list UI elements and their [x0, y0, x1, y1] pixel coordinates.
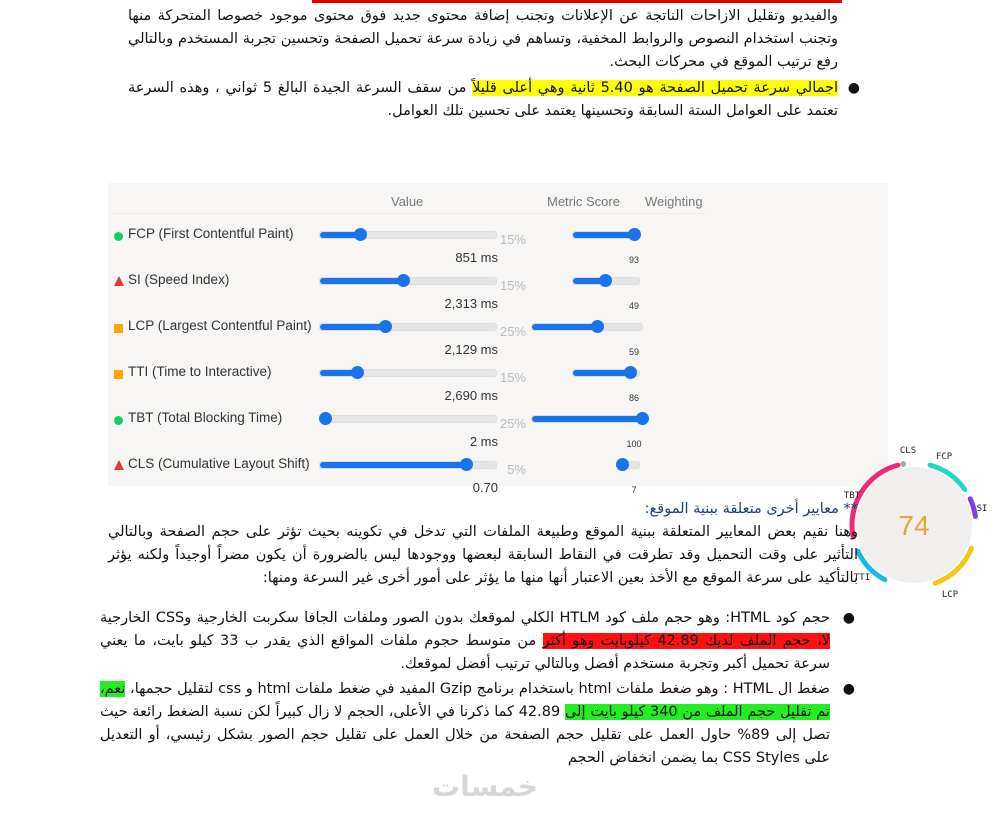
metric-value: 2,313 ms [444, 296, 498, 311]
highlighted-text: نعم، تم تقليل حجم الملف من 340 كيلو بايت إلى [100, 681, 830, 720]
watermark-logo: خمسات [432, 770, 539, 803]
metric-row [108, 272, 708, 318]
section-heading: ** معايير أخرى متعلقة ببنية الموقع: [644, 501, 858, 517]
score-slider-thumb[interactable] [624, 366, 637, 379]
metric-value: 0.70 [472, 480, 498, 495]
status-square-icon [114, 370, 123, 379]
score-slider[interactable] [572, 277, 640, 285]
gauge-dot-cls [900, 461, 906, 467]
metric-value: 851 ms [455, 250, 498, 265]
metric-score: 7 [631, 485, 637, 495]
status-triangle-icon [114, 276, 124, 286]
value-slider-thumb[interactable] [351, 366, 364, 379]
value-slider-thumb[interactable] [460, 458, 473, 471]
bullet-page-speed [128, 77, 860, 123]
metric-score: 49 [628, 301, 639, 311]
bullet-icon: ● [847, 80, 860, 96]
value-slider-thumb[interactable] [379, 320, 392, 333]
value-slider[interactable] [319, 461, 497, 469]
bullet-icon: ● [842, 681, 855, 697]
metric-weighting: 15% [499, 278, 526, 293]
header-divider [110, 213, 706, 214]
metric-score: 100 [626, 439, 642, 449]
highlighted-text: اجمالي سرعة تحميل الصفحة هو 5.40 ثانية وهي أعلى قليلاً [472, 80, 838, 96]
gauge-score: 74 [898, 510, 930, 541]
score-slider-thumb[interactable] [591, 320, 604, 333]
metric-label: SI (Speed Index) [128, 272, 230, 287]
header-value: Value [391, 194, 424, 209]
metric-weighting: 25% [499, 324, 526, 339]
value-slider[interactable] [319, 323, 497, 331]
bullet-text: من متوسط حجوم ملفات المواقع الذي يقدر ب 33 كيلو بايت، ما يعني سرعة تحميل أكبر وتجربة مستخدم أفضل وبالتالي ترتيب أفضل لموقعك. [100, 633, 830, 672]
status-triangle-icon [114, 460, 124, 470]
status-square-icon [114, 324, 123, 333]
score-slider-fill [573, 232, 634, 238]
metric-score: 86 [628, 393, 639, 403]
metric-label: FCP (First Contentful Paint) [128, 226, 294, 241]
value-slider[interactable] [319, 369, 497, 377]
metric-weighting: 25% [499, 416, 526, 431]
metric-label: CLS (Cumulative Layout Shift) [128, 456, 310, 471]
value-slider-thumb[interactable] [354, 228, 367, 241]
metric-weighting: 15% [499, 370, 526, 385]
bullet-text: حجم كود HTML: وهو حجم ملف كود HTLM الكلي لموقعك بدون الصور وملفات الجافا سكربت الخارجية وCSS الخارجية [100, 610, 831, 626]
bullet-icon: ● [842, 610, 855, 626]
value-slider-fill [320, 462, 466, 468]
gauge-label-tti: TTI [853, 573, 871, 583]
value-slider-fill [320, 324, 385, 330]
value-slider-thumb[interactable] [397, 274, 410, 287]
metric-score: 59 [628, 347, 639, 357]
score-slider-thumb[interactable] [628, 228, 641, 241]
score-slider-fill [532, 324, 597, 330]
score-slider[interactable] [531, 415, 643, 423]
value-slider-thumb[interactable] [319, 412, 332, 425]
metric-label: TTI (Time to Interactive) [128, 364, 272, 379]
metric-weighting: 15% [499, 232, 526, 247]
score-slider[interactable] [531, 323, 643, 331]
metric-row [108, 318, 708, 364]
value-slider[interactable] [319, 231, 497, 239]
red-highlight-bar [312, 0, 842, 3]
score-slider[interactable] [572, 231, 640, 239]
score-slider-fill [573, 370, 630, 376]
bullet-html-compression [100, 678, 855, 770]
header-weighting: Weighting [645, 194, 703, 209]
metric-row [108, 456, 708, 502]
score-slider-thumb[interactable] [636, 412, 649, 425]
metric-value: 2 ms [469, 434, 498, 449]
value-slider[interactable] [319, 415, 497, 423]
status-circle-icon [114, 416, 123, 425]
value-slider[interactable] [319, 277, 497, 285]
metric-score: 93 [628, 255, 639, 265]
gauge-arc-si [970, 499, 975, 517]
status-circle-icon [114, 232, 123, 241]
metric-weighting: 5% [507, 462, 526, 477]
bullet-text: 42.89 كما ذكرنا في الأعلى، الحجم لا زال كبيراً لكن نسبة الضغط رائعة حيث تصل إلى 89% حاول العمل على تقليل حجم الصفحة من خلال العمل على تقليل حجم الصور بشكل رئيسي، أو التعديل على CSS Styles بما يضمن انخفاض الحجم [100, 704, 830, 766]
header-metric-score: Metric Score [547, 194, 620, 209]
score-slider-thumb[interactable] [599, 274, 612, 287]
metric-row [108, 226, 708, 272]
value-slider-fill [320, 278, 403, 284]
section-paragraph: وهنا نقيم بعض المعايير المتعلقة ببنية الموقع وطبيعة الملفات التي تدخل في تكوينه بحيث تؤثر على حجم الصفحة وبالتالي التأثير على وقت التحميل وقد تطرقت في النقاط السابقة لبعضها ووجودها ليس بالضرورة أن يكون مضراً أوجيداً ولكنه يؤثر بالتأكيد على سرعة الموقع مع الأخذ بعين الاعتبار أنها منها ما يؤثر على أمور أخرى غير السرعة ومنها: [108, 524, 858, 586]
score-slider[interactable] [572, 369, 640, 377]
metric-value: 2,690 ms [444, 388, 498, 403]
gauge-label-lcp: LCP [941, 590, 959, 600]
bullet-text: من سقف السرعة الجيدة البالغ 5 ثواني ، وهذه السرعة تعتمد على العوامل الستة السابقة وتحسينها يعتمد على تحسين تلك العوامل. [128, 80, 838, 119]
score-slider-fill [532, 416, 642, 422]
bullet-html-size [100, 607, 855, 676]
score-slider-thumb[interactable] [616, 458, 629, 471]
highlighted-text: لا، حجم الملف لديك 42.89 كيلوبايت وهو أكثر [542, 633, 830, 649]
metric-label: TBT (Total Blocking Time) [128, 410, 283, 425]
metric-row [108, 364, 708, 410]
gauge-label-si: SI [976, 504, 988, 514]
gauge-label-fcp: FCP [935, 452, 953, 462]
bullet-text: ضغط ال HTML : وهو ضغط ملفات html باستخدام برنامج Gzip المفيد في ضغط ملفات html و css لتقليل حجمها، [125, 681, 830, 697]
metric-label: LCP (Largest Contentful Paint) [128, 318, 312, 333]
score-slider[interactable] [620, 461, 640, 469]
gauge-label-tbt: TBT [843, 491, 861, 501]
metric-value: 2,129 ms [444, 342, 498, 357]
gauge-label-cls: CLS [899, 446, 917, 456]
metric-row [108, 410, 708, 456]
intro-paragraph: والفيديو وتقليل الازاحات الناتجة عن الإعلانات وتجنب إضافة محتوى جديد فوق محتوى موجود خصوصا المتحركة منها وتجنب استخدام النصوص والروابط المخفية، وتساهم في زيادة سرعة تحميل الصفحة وتحسين تجربة المستخدم وبالتالي رفع ترتيب الموقع في محركات البحث. [128, 8, 838, 70]
